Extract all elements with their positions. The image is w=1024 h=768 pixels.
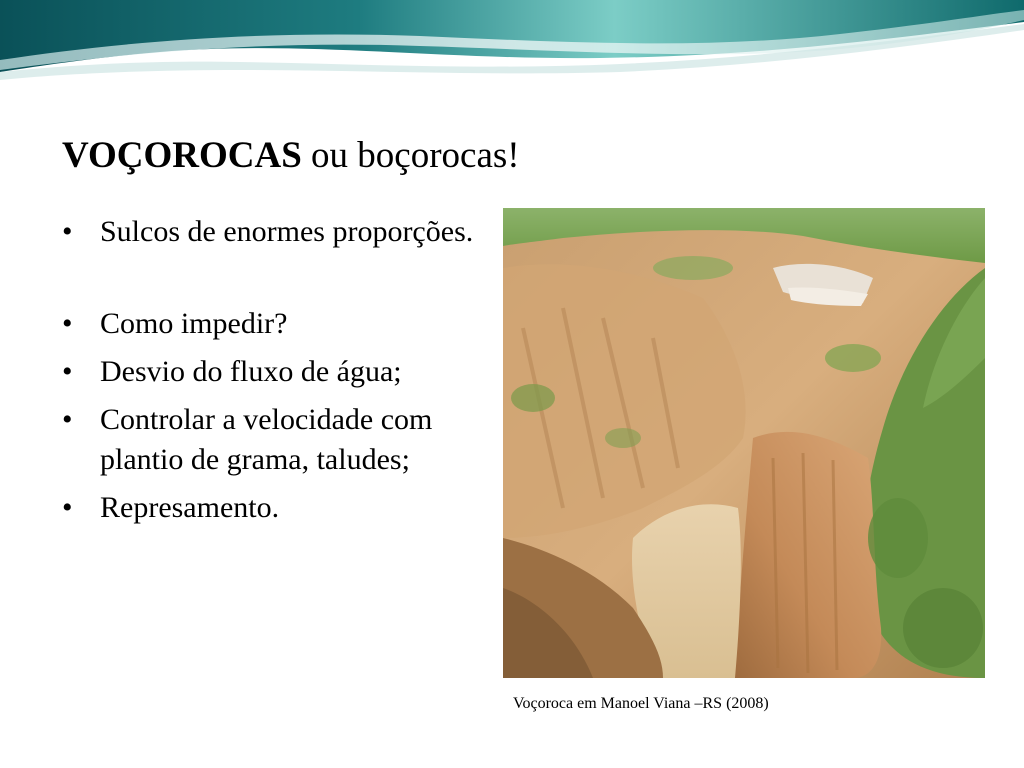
bullet-list bbox=[62, 212, 482, 536]
bullet-text: Desvio do fluxo de água; bbox=[100, 355, 402, 388]
bullet-item bbox=[62, 400, 482, 480]
photo-caption: Voçoroca em Manoel Viana –RS (2008) bbox=[513, 695, 769, 712]
bullet-item bbox=[62, 212, 482, 252]
bullet-item bbox=[62, 488, 482, 528]
bullet-dot: • bbox=[62, 307, 73, 340]
bullet-dot: • bbox=[62, 215, 73, 248]
bullet-item bbox=[62, 304, 482, 344]
header-wave-decoration bbox=[0, 0, 1024, 80]
gully-photo bbox=[503, 208, 985, 678]
bullet-text: Represamento. bbox=[100, 491, 280, 524]
bullet-dot: • bbox=[62, 355, 73, 388]
title-rest: ou boçorocas! bbox=[301, 135, 520, 176]
bullet-dot: • bbox=[62, 403, 73, 436]
bullet-text: Sulcos de enormes proporções. bbox=[100, 215, 474, 248]
slide-title bbox=[62, 134, 520, 178]
title-keyword: VOÇOROCAS bbox=[62, 135, 302, 176]
bullet-text: Controlar a velocidade com plantio de grama, taludes; bbox=[100, 403, 433, 476]
bullet-text: Como impedir? bbox=[100, 307, 288, 340]
bullet-item bbox=[62, 352, 482, 392]
bullet-dot: • bbox=[62, 491, 73, 524]
